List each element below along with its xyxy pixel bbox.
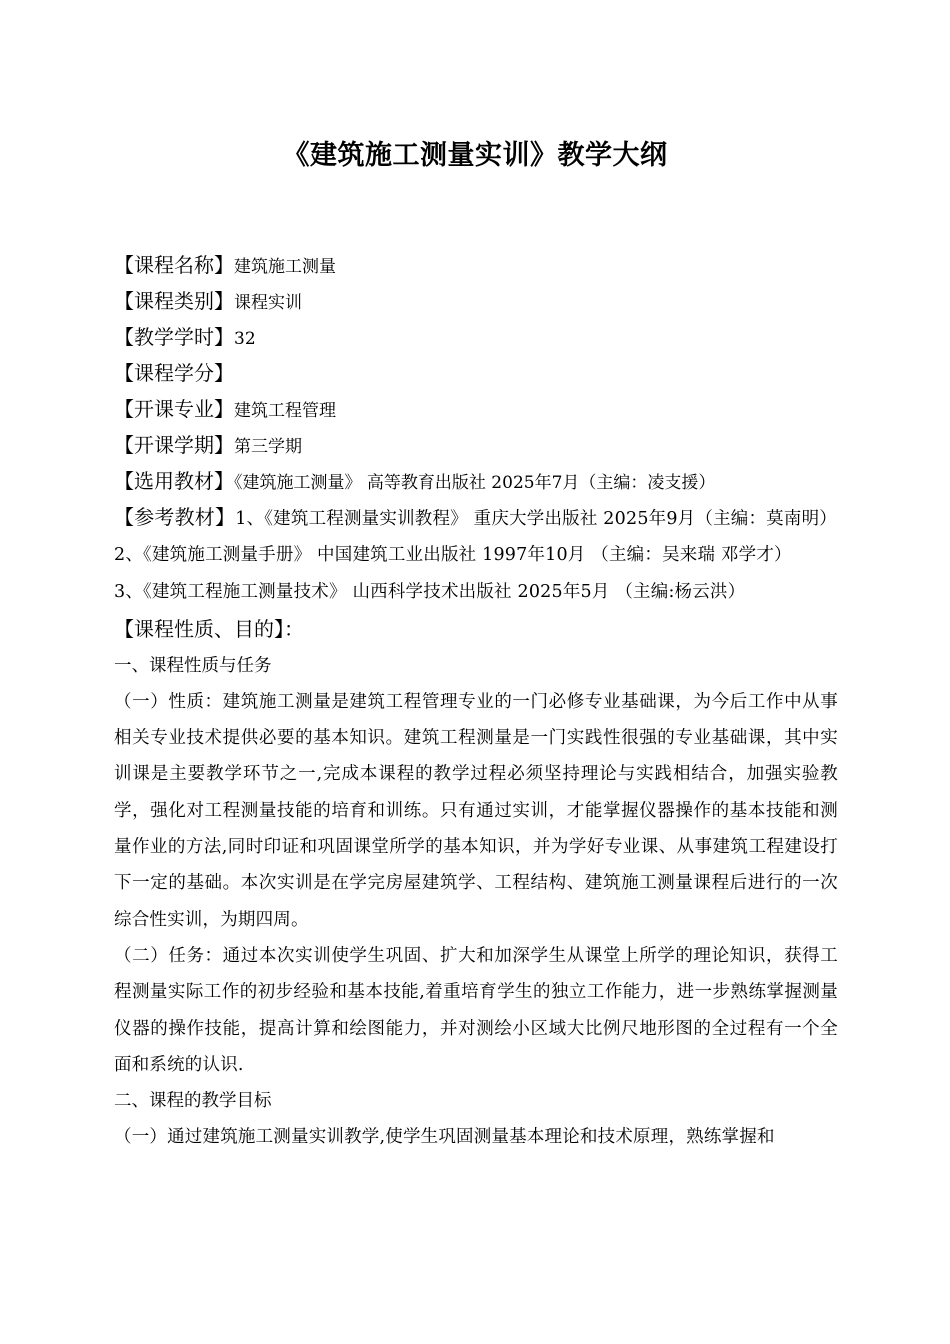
field-label: 【选用教材】	[114, 469, 234, 493]
field-major	[114, 391, 838, 427]
reference-item-3: 3、《建筑工程施工测量技术》 山西科学技术出版社 2025年5月 （主编:杨云洪）	[114, 581, 746, 602]
field-value: 课程实训	[234, 293, 302, 313]
document-body	[114, 247, 838, 1155]
reference-text: 1、《建筑工程测量实训教程》 重庆大学出版社 2025年9月（主编：莫南明）	[235, 509, 837, 529]
field-label: 【课程类别】	[114, 289, 234, 313]
field-label: 【教学学时】	[114, 325, 234, 349]
field-label: 【开课专业】	[114, 397, 234, 421]
paragraph-task: （二）任务：通过本次实训使学生巩固、扩大和加深学生从课堂上所学的理论知识，获得工程测量实际工作的初步经验和基本技能,着重培育学生的独立工作能力，进一步熟练掌握测量仪器的操作技能，提高计算和绘图能力，并对测绘小区域大比例尺地形图的全过程有一个全面和系统的认识.	[114, 945, 838, 1075]
field-course-category	[114, 283, 838, 319]
field-value: 《建筑施工测量》 高等教育出版社 2025年7月（主编：凌支援）	[234, 473, 716, 493]
paragraph-goal: （一）通过建筑施工测量实训教学,使学生巩固测量基本理论和技术原理，熟练掌握和	[114, 1127, 775, 1148]
field-course-name	[114, 247, 838, 283]
section-title-2: 二、课程的教学目标	[114, 1091, 272, 1112]
field-label: 【参考教材】	[114, 505, 236, 529]
field-value: 建筑工程管理	[234, 401, 336, 421]
field-value: 32	[234, 329, 256, 349]
reference-item-1	[114, 499, 838, 537]
field-textbook	[114, 463, 838, 499]
reference-item-2: 2、《建筑施工测量手册》 中国建筑工业出版社 1997年10月 （主编：吴来瑞 邓学才）	[114, 545, 792, 566]
field-label: 【课程名称】	[114, 253, 234, 277]
section-heading-nature: 【课程性质、目的】：	[114, 616, 304, 641]
field-course-credits	[114, 355, 838, 391]
field-label: 【课程学分】	[114, 361, 234, 385]
field-teaching-hours	[114, 319, 838, 355]
field-label: 【开课学期】	[114, 433, 234, 457]
section-title-1: 一、课程性质与任务	[114, 655, 272, 676]
field-value: 建筑施工测量	[234, 257, 336, 277]
document-title: 《建筑施工测量实训》教学大纲	[282, 140, 668, 171]
field-value: 第三学期	[234, 437, 302, 457]
field-semester	[114, 427, 838, 463]
paragraph-nature: （一）性质：建筑施工测量是建筑工程管理专业的一门必修专业基础课，为今后工作中从事相关专业技术提供必要的基本知识。建筑工程测量是一门实践性很强的专业基础课，其中实训课是主要教学环节之一,完成本课程的教学过程必须坚持理论与实践相结合，加强实验教学，强化对工程测量技能的培育和训练。只有通过实训，才能掌握仪器操作的基本技能和测量作业的方法,同时印证和巩固课堂所学的基本知识，并为学好专业课、从事建筑工程建设打下一定的基础。本次实训是在学完房屋建筑学、工程结构、建筑施工测量课程后进行的一次综合性实训，为期四周。	[114, 691, 838, 930]
